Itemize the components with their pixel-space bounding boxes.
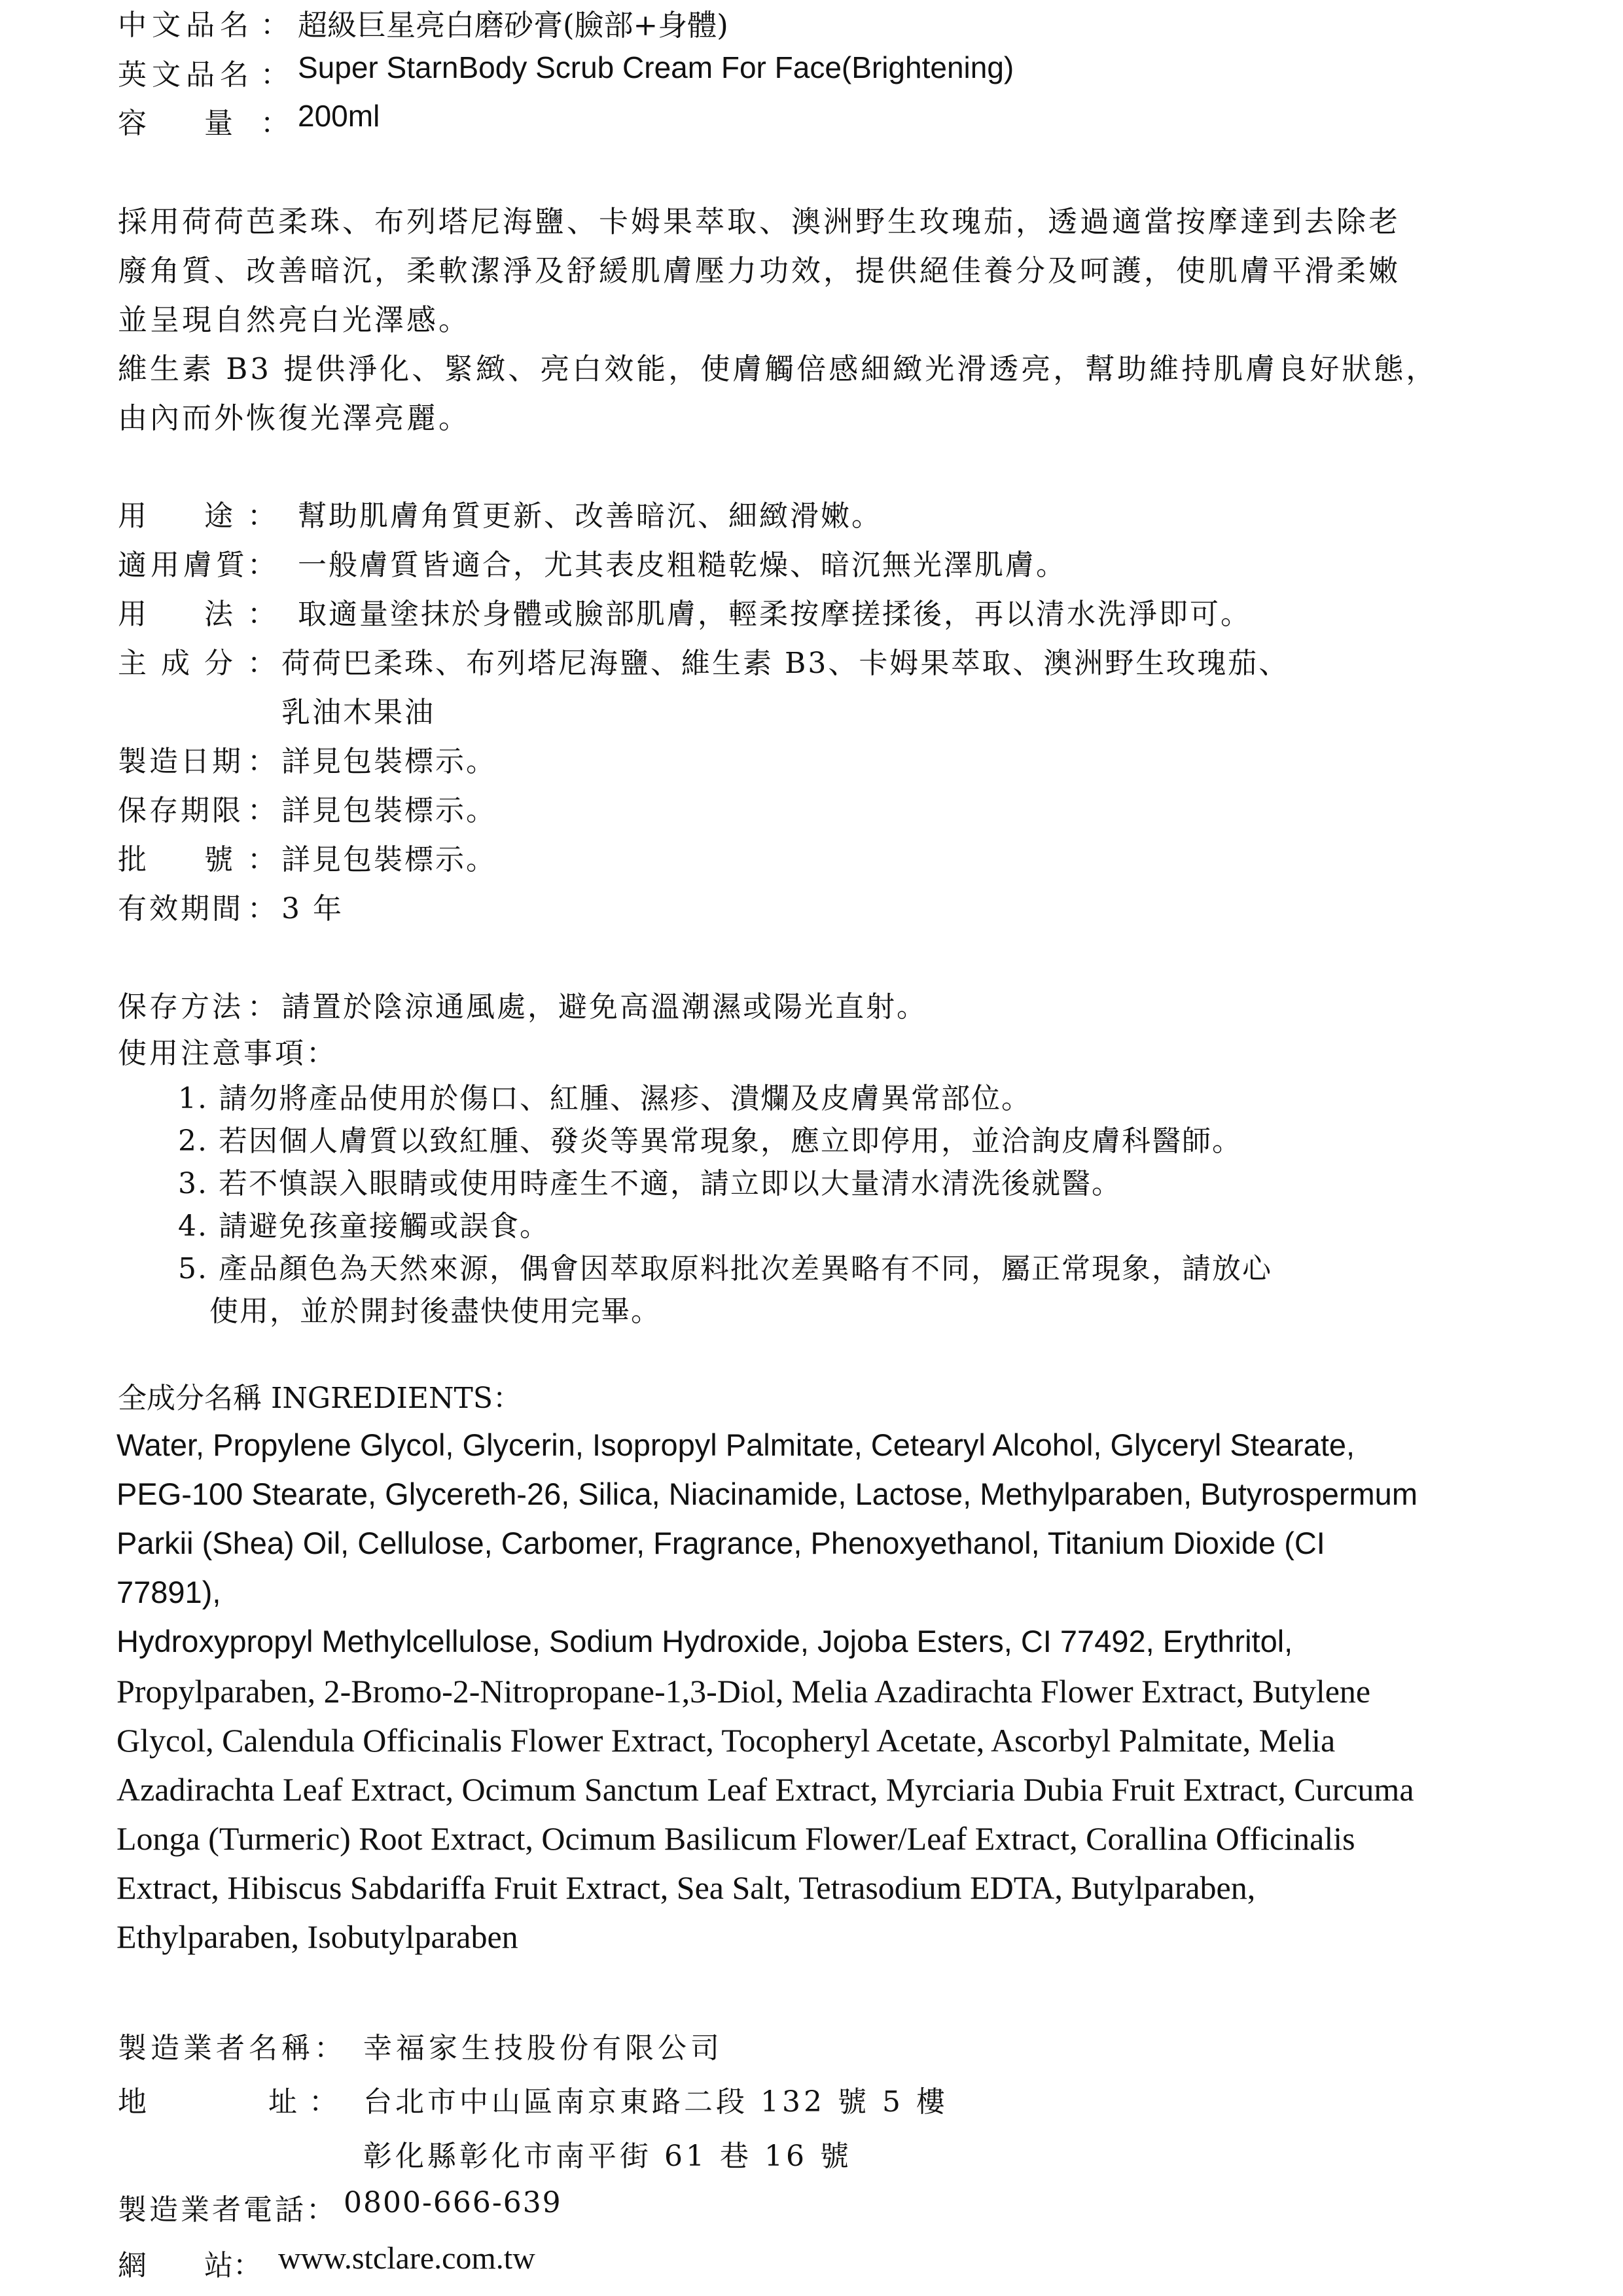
volume-label: 容 量 (118, 107, 233, 140)
precaution-item: 3. 若不慎誤入眼睛或使用時產生不適，請立即以大量清水清洗後就醫。 (178, 1167, 1122, 1200)
colon: ： (247, 647, 276, 680)
en-name-label: 英文品名 (118, 58, 254, 92)
colon: ： (247, 843, 276, 876)
main-ingredients-value: 乳油木果油 (281, 696, 435, 729)
shelf-life-value: 3 年 (281, 892, 344, 925)
batch-label: 批 號 (118, 843, 233, 876)
colon: ： (247, 598, 276, 631)
description-line: 採用荷荷芭柔珠、布列塔尼海鹽、卡姆果萃取、澳洲野生玫瑰茄，透過適當按摩達到去除老 (118, 204, 1401, 239)
zh-name-value: 超級巨星亮白磨砂膏(臉部+身體) (298, 8, 728, 43)
zh-name-label: 中文品名 (118, 9, 254, 42)
main-ingredients-label: 主 成 分 (118, 647, 236, 680)
skin-value: 一般膚質皆適合，尤其表皮粗糙乾燥、暗沉無光澤肌膚。 (298, 548, 1067, 582)
precaution-item: 使用，並於開封後盡快使用完畢。 (178, 1295, 661, 1328)
storage-value: 請置於陰涼通風處，避免高溫潮濕或陽光直射。 (281, 990, 927, 1024)
skin-label: 適用膚質 (118, 548, 249, 582)
shelf-life-label: 有效期間 (118, 892, 243, 925)
inci-line: Extract, Hibiscus Sabdariffa Fruit Extract, Sea Salt, Tetrasodium EDTA, Butylparaben, (116, 1869, 1256, 1906)
website-label: 網 站： (118, 2249, 262, 2282)
colon: ： (247, 990, 276, 1024)
address-line: 彰化縣彰化市南平街 61 巷 16 號 (363, 2140, 852, 2173)
usage-label: 用 法 (118, 598, 233, 631)
inci-line: 77891), (116, 1575, 221, 1609)
colon: ： (260, 9, 289, 42)
inci-line: Propylparaben, 2-Bromo-2-Nitropropane-1,3-Diol, Melia Azadirachta Flower Extract, Butylene (116, 1673, 1371, 1710)
manufacturer-name-label: 製造業者名稱： (118, 2032, 347, 2065)
batch-value: 詳見包裝標示。 (281, 843, 497, 876)
main-ingredients-value: 荷荷巴柔珠、布列塔尼海鹽、維生素 B3、卡姆果萃取、澳洲野生玫瑰茄、 (281, 647, 1290, 680)
mfg-date-value: 詳見包裝標示。 (281, 745, 497, 778)
colon: ： (247, 892, 276, 925)
inci-line: Longa (Turmeric) Root Extract, Ocimum Basilicum Flower/Leaf Extract, Corallina Officinalis (116, 1820, 1355, 1857)
inci-line: Parkii (Shea) Oil, Cellulose, Carbomer, Fragrance, Phenoxyethanol, Titanium Dioxide (CI (116, 1526, 1325, 1560)
colon: ： (247, 794, 276, 827)
description-line: 並呈現自然亮白光澤感。 (118, 302, 471, 337)
manufacturer-name: 幸福家生技股份有限公司 (363, 2032, 723, 2065)
colon: ： (260, 58, 289, 92)
address-line: 台北市中山區南京東路二段 132 號 5 樓 (363, 2085, 948, 2119)
description-line: 維生素 B3 提供淨化、緊緻、亮白效能，使膚觸倍感細緻光滑透亮，幫助維持肌膚良好狀態， (118, 351, 1438, 386)
expiry-label: 保存期限 (118, 794, 243, 827)
precautions-title: 使用注意事項： (118, 1037, 338, 1070)
volume-value: 200ml (298, 99, 380, 133)
colon: ： (247, 548, 276, 582)
usage-value: 取適量塗抹於身體或臉部肌膚，輕柔按摩搓揉後，再以清水洗淨即可。 (298, 598, 1251, 631)
colon: ： (260, 107, 289, 140)
inci-line: Hydroxypropyl Methylcellulose, Sodium Hydroxide, Jojoba Esters, CI 77492, Erythritol, (116, 1624, 1293, 1659)
mfg-date-label: 製造日期 (118, 745, 243, 778)
inci-line: Water, Propylene Glycol, Glycerin, Isopropyl Palmitate, Cetearyl Alcohol, Glyceryl Stearate, (116, 1427, 1355, 1462)
en-name-value: Super StarnBody Scrub Cream For Face(Brightening) (298, 50, 1014, 84)
precaution-item: 4. 請避免孩童接觸或誤食。 (178, 1210, 550, 1243)
inci-title: 全成分名稱 INGREDIENTS： (118, 1382, 522, 1415)
precaution-item: 1. 請勿將產品使用於傷口、紅腫、濕疹、潰爛及皮膚異常部位。 (178, 1082, 1031, 1115)
precaution-item: 5. 產品顏色為天然來源，偶會因萃取原料批次差異略有不同，屬正常現象，請放心 (178, 1252, 1272, 1285)
phone-label: 製造業者電話： (118, 2193, 338, 2227)
description-line: 由內而外恢復光澤亮麗。 (118, 401, 471, 435)
storage-label: 保存方法 (118, 990, 243, 1024)
colon: ： (247, 745, 276, 778)
phone-value: 0800-666-639 (344, 2186, 562, 2219)
inci-line: Ethylparaben, Isobutylparaben (116, 1918, 518, 1955)
purpose-value: 幫助肌膚角質更新、改善暗沉、細緻滑嫩。 (298, 499, 882, 533)
precaution-item: 2. 若因個人膚質以致紅腫、發炎等異常現象，應立即停用，並洽詢皮膚科醫師。 (178, 1124, 1242, 1158)
inci-line: Glycol, Calendula Officinalis Flower Extract, Tocopheryl Acetate, Ascorbyl Palmitate, Melia (116, 1722, 1336, 1759)
expiry-value: 詳見包裝標示。 (281, 794, 497, 827)
colon: ： (247, 499, 276, 533)
address-label: 地 址 ： (118, 2085, 339, 2119)
description-line: 廢角質、改善暗沉，柔軟潔淨及舒緩肌膚壓力功效，提供絕佳養分及呵護，使肌膚平滑柔嫩 (118, 253, 1401, 288)
purpose-label: 用 途 (118, 499, 233, 533)
inci-line: Azadirachta Leaf Extract, Ocimum Sanctum Leaf Extract, Myrciaria Dubia Fruit Extract, Curcuma (116, 1771, 1414, 1808)
website-link[interactable]: www.stclare.com.tw (278, 2241, 535, 2276)
inci-line: PEG-100 Stearate, Glycereth-26, Silica, Niacinamide, Lactose, Methylparaben, Butyrospermum (116, 1477, 1418, 1511)
